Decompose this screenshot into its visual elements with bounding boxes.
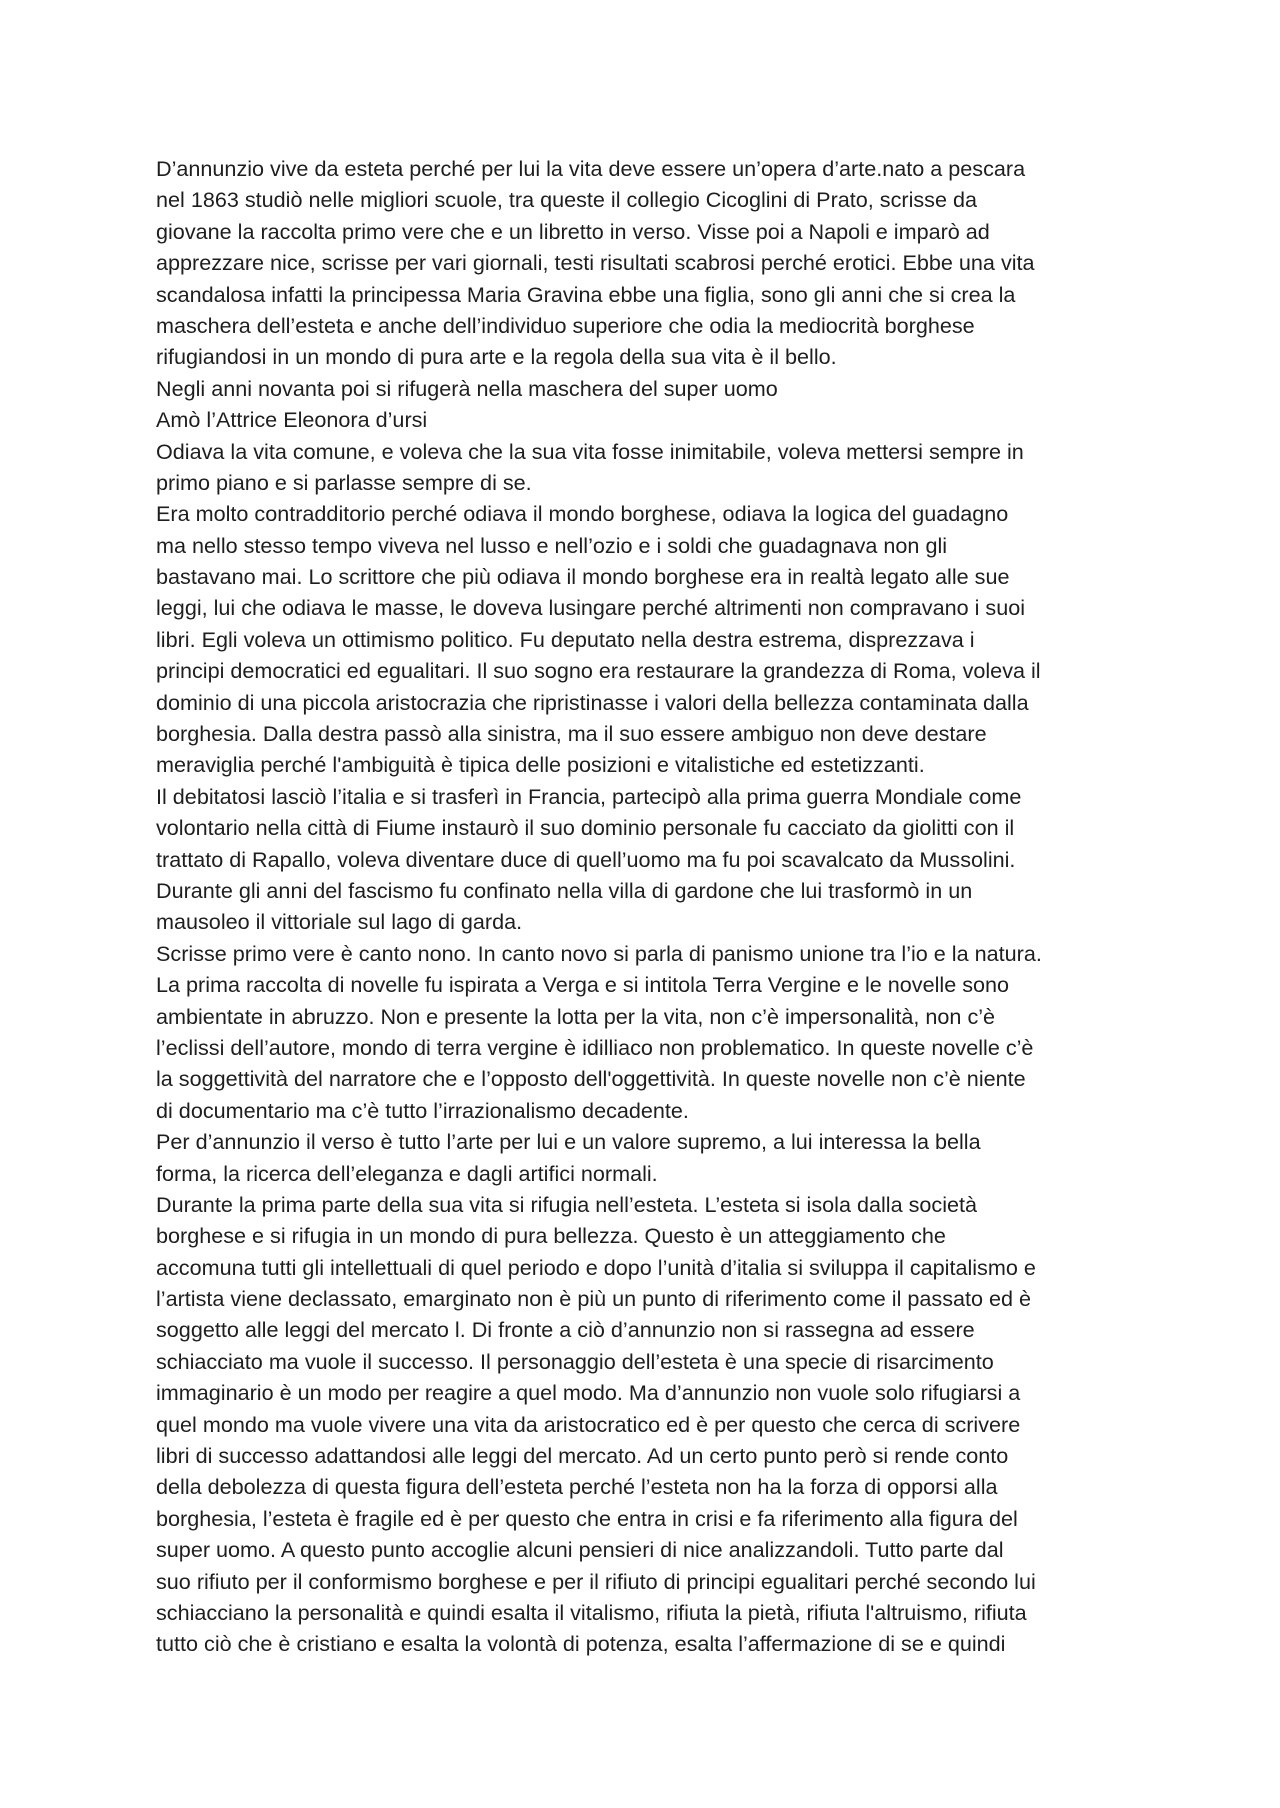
text-line: ma nello stesso tempo viveva nel lusso e nell’ozio e i soldi che guadagnava non gli bbox=[156, 532, 948, 558]
text-line: della debolezza di questa figura dell’esteta perché l’esteta non ha la forza di opporsi alla bbox=[156, 1474, 998, 1500]
text-line: maschera dell’esteta e anche dell’individuo superiore che odia la mediocrità borghese bbox=[156, 312, 975, 338]
text-line: La prima raccolta di novelle fu ispirata a Verga e si intitola Terra Vergine e le novelle sono bbox=[156, 972, 1010, 998]
text-line: principi democratici ed egualitari. Il suo sogno era restaurare la grandezza di Roma, voleva il bbox=[156, 658, 1041, 684]
text-line: borghese e si rifugia in un mondo di pura bellezza. Questo è un atteggiamento che bbox=[156, 1223, 946, 1249]
text-line: Durante gli anni del fascismo fu confinato nella villa di gardone che lui trasformò in un bbox=[156, 877, 973, 903]
text-line: suo rifiuto per il conformismo borghese e per il rifiuto di principi egualitari perché secondo lui bbox=[156, 1568, 1036, 1594]
text-line: Odiava la vita comune, e voleva che la sua vita fosse inimitabile, voleva mettersi sempre in bbox=[156, 438, 1024, 464]
text-line: immaginario è un modo per reagire a quel modo. Ma d’annunzio non vuole solo rifugiarsi a bbox=[156, 1380, 1021, 1406]
text-line: schiacciato ma vuole il successo. Il personaggio dell’esteta è una specie di risarcimento bbox=[156, 1348, 994, 1374]
text-line: Per d’annunzio il verso è tutto l’arte per lui e un valore supremo, a lui interessa la bella bbox=[156, 1129, 981, 1155]
text-line: soggetto alle leggi del mercato l. Di fronte a ciò d’annunzio non si rassegna ad essere bbox=[156, 1317, 975, 1343]
text-line: tutto ciò che è cristiano e esalta la volontà di potenza, esalta l’affermazione di se e quindi bbox=[156, 1631, 1006, 1657]
text-line: super uomo. A questo punto accoglie alcuni pensieri di nice analizzandoli. Tutto parte dal bbox=[156, 1537, 1004, 1563]
text-line: meraviglia perché l'ambiguità è tipica delle posizioni e vitalistiche ed estetizzanti. bbox=[156, 752, 925, 778]
text-line: rifugiandosi in un mondo di pura arte e la regola della sua vita è il bello. bbox=[156, 344, 837, 370]
text-line: nel 1863 studiò nelle migliori scuole, tra queste il collegio Cicoglini di Prato, scrisse da bbox=[156, 187, 977, 213]
text-line: Scrisse primo vere è canto nono. In canto novo si parla di panismo unione tra l’io e la natura. bbox=[156, 940, 1042, 966]
text-line: schiacciano la personalità e quindi esalta il vitalismo, rifiuta la pietà, rifiuta l'altruismo, rifiuta bbox=[156, 1599, 1027, 1625]
text-line: libri di successo adattandosi alle leggi del mercato. Ad un certo punto però si rende conto bbox=[156, 1443, 1009, 1469]
text-line: ambientate in abruzzo. Non e presente la lotta per la vita, non c’è impersonalità, non c’è bbox=[156, 1003, 996, 1029]
text-line: Era molto contradditorio perché odiava il mondo borghese, odiava la logica del guadagno bbox=[156, 501, 1009, 527]
text-line: apprezzare nice, scrisse per vari giornali, testi risultati scabrosi perché erotici. Ebbe una vita bbox=[156, 250, 1035, 276]
text-line: primo piano e si parlasse sempre di se. bbox=[156, 469, 532, 495]
text-line: quel mondo ma vuole vivere una vita da aristocratico ed è per questo che cerca di scrivere bbox=[156, 1411, 1021, 1437]
text-line: Il debitatosi lasciò l’italia e si trasferì in Francia, partecipò alla prima guerra Mondiale come bbox=[156, 783, 1022, 809]
text-line: forma, la ricerca dell’eleganza e dagli artifici normali. bbox=[156, 1160, 658, 1186]
text-line: l’artista viene declassato, emarginato non è più un punto di riferimento come il passato ed è bbox=[156, 1286, 1032, 1312]
text-line: leggi, lui che odiava le masse, le doveva lusingare perché altrimenti non compravano i suoi bbox=[156, 595, 1026, 621]
text-line: D’annunzio vive da esteta perché per lui la vita deve essere un’opera d’arte.nato a pescara bbox=[156, 156, 1026, 181]
text-line: volontario nella città di Fiume instaurò il suo dominio personale fu cacciato da giolitti con il bbox=[156, 815, 1015, 841]
text-line: mausoleo il vittoriale sul lago di garda. bbox=[156, 909, 523, 935]
text-line: Durante la prima parte della sua vita si rifugia nell’esteta. L’esteta si isola dalla società bbox=[156, 1191, 978, 1217]
text-line: Negli anni novanta poi si rifugerà nella maschera del super uomo bbox=[156, 375, 778, 401]
text-line: libri. Egli voleva un ottimismo politico. Fu deputato nella destra estrema, disprezzava i bbox=[156, 626, 975, 652]
text-line: di documentario ma c’è tutto l’irrazionalismo decadente. bbox=[156, 1097, 689, 1123]
text-line: Amò l’Attrice Eleonora d’ursi bbox=[156, 407, 428, 433]
text-line: accomuna tutti gli intellettuali di quel periodo e dopo l’unità d’italia si sviluppa il capitalismo e bbox=[156, 1254, 1036, 1280]
text-line: bastavano mai. Lo scrittore che più odiava il mondo borghese era in realtà legato alle sue bbox=[156, 564, 1010, 590]
text-line: giovane la raccolta primo vere che e un libretto in verso. Visse poi a Napoli e imparò ad bbox=[156, 218, 990, 244]
text-line: la soggettività del narratore che e l’opposto dell'oggettività. In queste novelle non c’è niente bbox=[156, 1066, 1026, 1092]
text-line: trattato di Rapallo, voleva diventare duce di quell’uomo ma fu poi scavalcato da Mussolini. bbox=[156, 846, 1016, 872]
text-line: borghesia, l’esteta è fragile ed è per questo che entra in crisi e fa riferimento alla figura del bbox=[156, 1505, 1018, 1531]
text-line: l’eclissi dell’autore, mondo di terra vergine è idilliaco non problematico. In queste novelle c’è bbox=[156, 1034, 1034, 1060]
document-body-text bbox=[156, 153, 1156, 1660]
text-line: dominio di una piccola aristocrazia che ripristinasse i valori della bellezza contaminata dalla bbox=[156, 689, 1029, 715]
text-line: scandalosa infatti la principessa Maria Gravina ebbe una figlia, sono gli anni che si crea la bbox=[156, 281, 1016, 307]
text-line: borghesia. Dalla destra passò alla sinistra, ma il suo essere ambiguo non deve destare bbox=[156, 721, 987, 747]
